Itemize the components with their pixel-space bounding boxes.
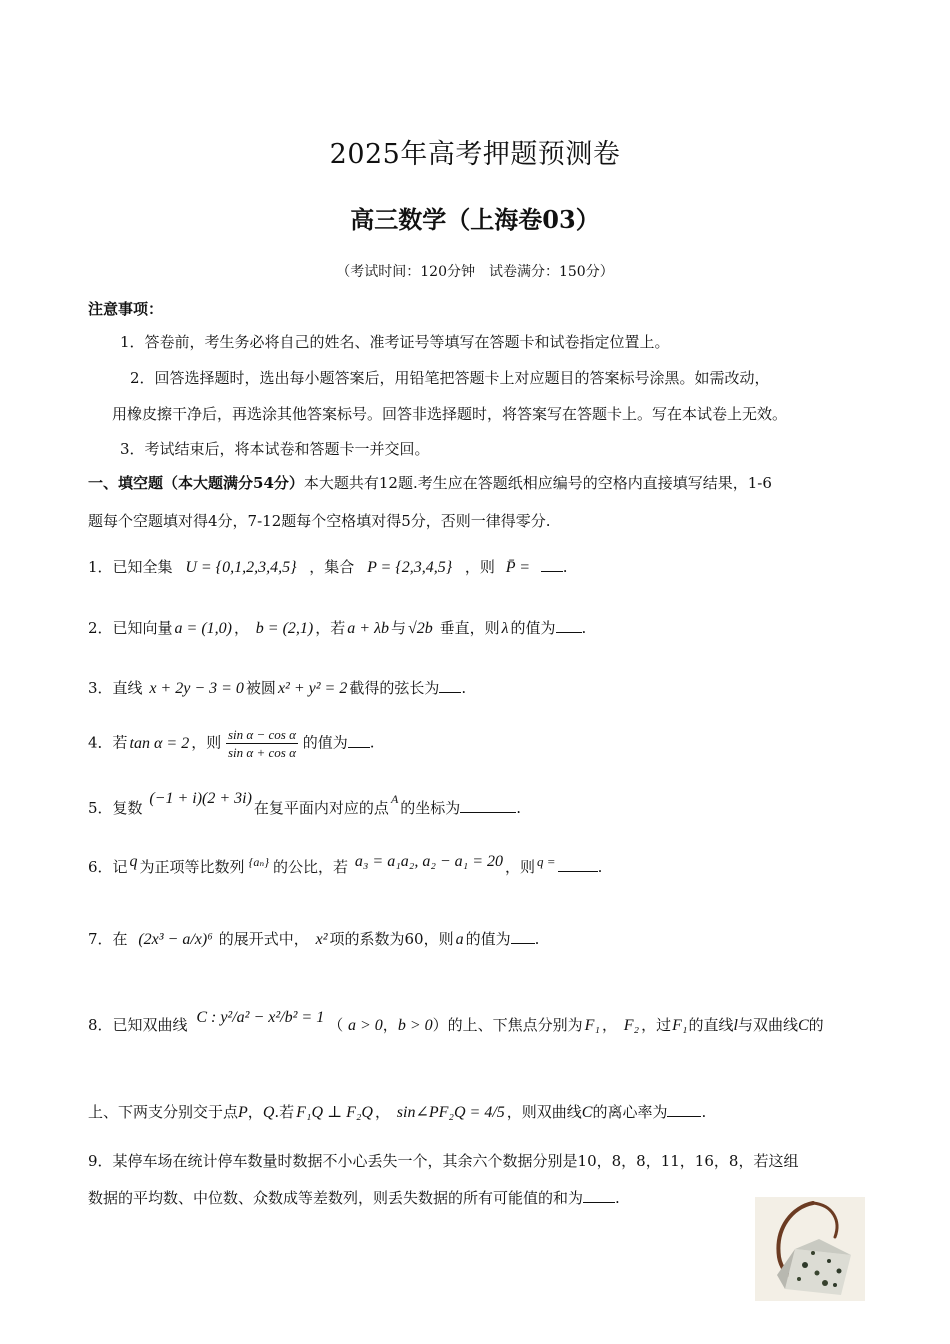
q8-math-hyperbola: C : y²/a² − x²/b² = 1: [196, 1009, 325, 1026]
q4-text-b: ，则: [191, 733, 222, 752]
q8-math-b-positive: b > 0: [397, 1017, 433, 1034]
q2-text-a: 2．已知向量: [88, 619, 173, 637]
q8-text-g: 的直线: [688, 1016, 734, 1034]
zongzi-image: [755, 1197, 865, 1301]
q9-answer-blank[interactable]: [583, 1188, 615, 1203]
q2-text-e: 垂直，则: [439, 619, 500, 637]
notice-item-3: 3．考试结束后，将本试卷和答题卡一并交回。: [120, 440, 430, 458]
q8-math-a-positive: a > 0: [348, 1017, 383, 1034]
q8-math-p: P: [238, 1104, 248, 1121]
q4-fraction-numerator: sin α − cos α: [227, 727, 296, 742]
q1-math-complement: P̄ =: [505, 559, 530, 576]
q2-text-c: ，若: [315, 619, 346, 637]
q8-answer-blank[interactable]: [667, 1102, 701, 1117]
q9-text-b: 数据的平均数、中位数、众数成等差数列，则丢失数据的所有可能值的和为: [88, 1189, 584, 1207]
q6-math-q-equals: q =: [537, 854, 556, 869]
q1-text-a: 1．已知全集: [88, 558, 173, 576]
q3-text-a: 3．直线: [88, 679, 143, 697]
q6-text-e: .: [597, 858, 603, 876]
section-1-desc-b: 题每个空题填对得4分，7-12题每个空格填对得5分，否则一律得零分.: [88, 512, 551, 530]
q7-text-c: 项的系数为60，则: [329, 930, 454, 948]
page-subtitle: 高三数学（上海卷03）: [350, 205, 600, 234]
q8-text-c: ，: [382, 1016, 398, 1034]
q8-text-h: 与双曲线: [737, 1016, 798, 1034]
q5-text-a: 5．复数: [88, 799, 143, 817]
q8-text-o: .: [701, 1103, 707, 1121]
q5-text-b: 在复平面内对应的点: [253, 799, 389, 817]
q3-math-line: x + 2y − 3 = 0: [149, 680, 244, 697]
notice-item-2b: 用橡皮擦干净后，再选涂其他答案标号。回答非选择题时，将答案写在答题卡上。写在本试卷上无效。: [112, 405, 788, 423]
q5-text-d: .: [516, 799, 522, 817]
notice-item-1: 1．答卷前，考生务必将自己的姓名、准考证号等填写在答题卡和试卷指定位置上。: [120, 333, 670, 351]
question-5: [88, 790, 522, 818]
q2-math-vector-a: a = (1,0): [174, 620, 232, 637]
q2-math-vector-b: b = (2,1): [255, 620, 314, 637]
q8-math-f1: F₁: [584, 1017, 600, 1034]
q2-answer-blank[interactable]: [556, 618, 582, 633]
q2-math-lambda: λ: [501, 620, 509, 637]
q6-math-sequence: {aₙ}: [248, 855, 270, 869]
q3-text-c: 截得的弦长为: [349, 679, 440, 697]
q6-text-a: 6．记: [88, 858, 128, 876]
q8-math-c-b: C: [581, 1104, 593, 1121]
q9-text-c: .: [615, 1189, 620, 1207]
q8-text-i: 的: [808, 1016, 824, 1034]
section-1-desc-a: 本大题共有12题.考生应在答题纸相应编号的空格内直接填写结果，1-6: [303, 474, 772, 492]
q1-answer-blank[interactable]: [541, 557, 563, 572]
q8-text-n: 的离心率为: [592, 1103, 668, 1121]
q6-answer-blank[interactable]: [558, 857, 598, 872]
q2-math-expr: a + λb: [347, 620, 389, 637]
q1-text-d: .: [562, 558, 568, 576]
notice-heading: 注意事项：: [88, 300, 164, 318]
q2-text-b: ，: [234, 619, 250, 637]
q7-text-a: 7．在: [88, 930, 128, 948]
q4-fraction-denominator: sin α + cos α: [227, 745, 296, 760]
q2-text-d: 与: [391, 619, 407, 637]
q7-text-d: 的值为: [465, 930, 511, 948]
question-9: 9．某停车场在统计停车数量时数据不小心丢失一个，其余六个数据分别是10，8，8，11，16，8，若这组: [88, 1152, 799, 1170]
question-8-line-2: [88, 1101, 706, 1122]
question-7: [88, 928, 539, 949]
q7-text-b: 的展开式中，: [218, 930, 309, 948]
q5-math-complex: (−1 + i)(2 + 3i): [149, 790, 252, 807]
notice-item-2a: 2．回答选择题时，选出每小题答案后，用铅笔把答题卡上对应题目的答案标号涂黑。如需改动，: [130, 369, 770, 387]
q8-text-f: ，过: [641, 1016, 672, 1034]
q8-text-e: ，: [601, 1016, 617, 1034]
q8-math-sine: sin∠PF₂Q = 4/5: [396, 1104, 505, 1121]
q8-math-c: C: [797, 1017, 809, 1034]
section-1-intro: [88, 472, 772, 493]
page-title: 2025年高考押题预测卷: [329, 139, 621, 170]
q6-text-c: 的公比，若: [273, 858, 349, 876]
q6-text-b: 为正项等比数列: [139, 858, 245, 876]
q7-answer-blank[interactable]: [511, 929, 535, 944]
section-1-heading: 一、填空题（本大题满分54分）: [88, 474, 304, 492]
q8-text-l: ，: [374, 1103, 390, 1121]
q5-math-point-a: A: [390, 792, 399, 806]
q7-math-a: a: [455, 931, 464, 948]
q3-text-d: .: [461, 679, 467, 697]
q4-text-d: .: [369, 733, 375, 752]
q6-math-condition: a₃ = a₁a₂, a₂ − a₁ = 20: [354, 853, 504, 870]
q8-text-j: ，: [247, 1103, 263, 1121]
q1-math-universal-set: U = {0,1,2,3,4,5}: [185, 559, 297, 576]
q7-text-e: .: [534, 930, 540, 948]
q6-math-q: q: [129, 853, 138, 870]
question-4: [88, 726, 374, 761]
q1-math-set-p: P = {2,3,4,5}: [367, 559, 453, 576]
q2-text-g: .: [581, 619, 587, 637]
q8-text-line2: 上、下两支分别交于点: [88, 1103, 239, 1121]
q8-text-b: （: [328, 1016, 344, 1034]
question-3: [88, 677, 466, 698]
q7-math-x-squared: x²: [315, 931, 328, 948]
q1-text-c: ，则: [464, 558, 495, 576]
q8-math-f1-b: F₁: [672, 1017, 688, 1034]
q3-math-circle: x² + y² = 2: [277, 680, 348, 697]
q1-text-b: ，集合: [309, 558, 355, 576]
exam-info: （考试时间：120分钟 试卷满分：150分）: [336, 264, 614, 280]
q4-text-a: 4．若: [88, 733, 128, 752]
q6-text-d: ，则: [505, 858, 536, 876]
question-9-line-2: [88, 1187, 620, 1208]
q4-answer-blank[interactable]: [348, 733, 370, 748]
q4-math-tan: tan α = 2: [129, 734, 190, 752]
q8-text-d: ）的上、下焦点分别为: [432, 1016, 583, 1034]
q5-text-c: 的坐标为: [400, 799, 461, 817]
question-1: [88, 556, 568, 577]
q7-math-binomial: (2x³ − a/x)⁶: [138, 931, 213, 948]
q4-math-fraction: [226, 726, 298, 761]
question-6: [88, 853, 603, 877]
q8-text-a: 8．已知双曲线: [88, 1016, 188, 1034]
q2-text-f: 的值为: [510, 619, 556, 637]
q3-text-b: 被圆: [245, 679, 276, 697]
q8-math-l: l: [733, 1017, 738, 1034]
q8-text-k: .若: [274, 1103, 295, 1121]
q8-math-q: Q: [262, 1104, 275, 1121]
q2-math-sqrt: √2b: [408, 620, 433, 637]
question-2: [88, 617, 586, 638]
q4-text-c: 的值为: [302, 733, 348, 752]
q8-math-f2: F₂: [623, 1017, 640, 1034]
q5-answer-blank[interactable]: [460, 798, 516, 813]
q8-text-m: ，则双曲线: [506, 1103, 582, 1121]
q3-answer-blank[interactable]: [439, 678, 461, 693]
question-8: [88, 1009, 824, 1035]
q8-math-perpendicular: F₁Q ⊥ F₂Q: [296, 1104, 373, 1121]
